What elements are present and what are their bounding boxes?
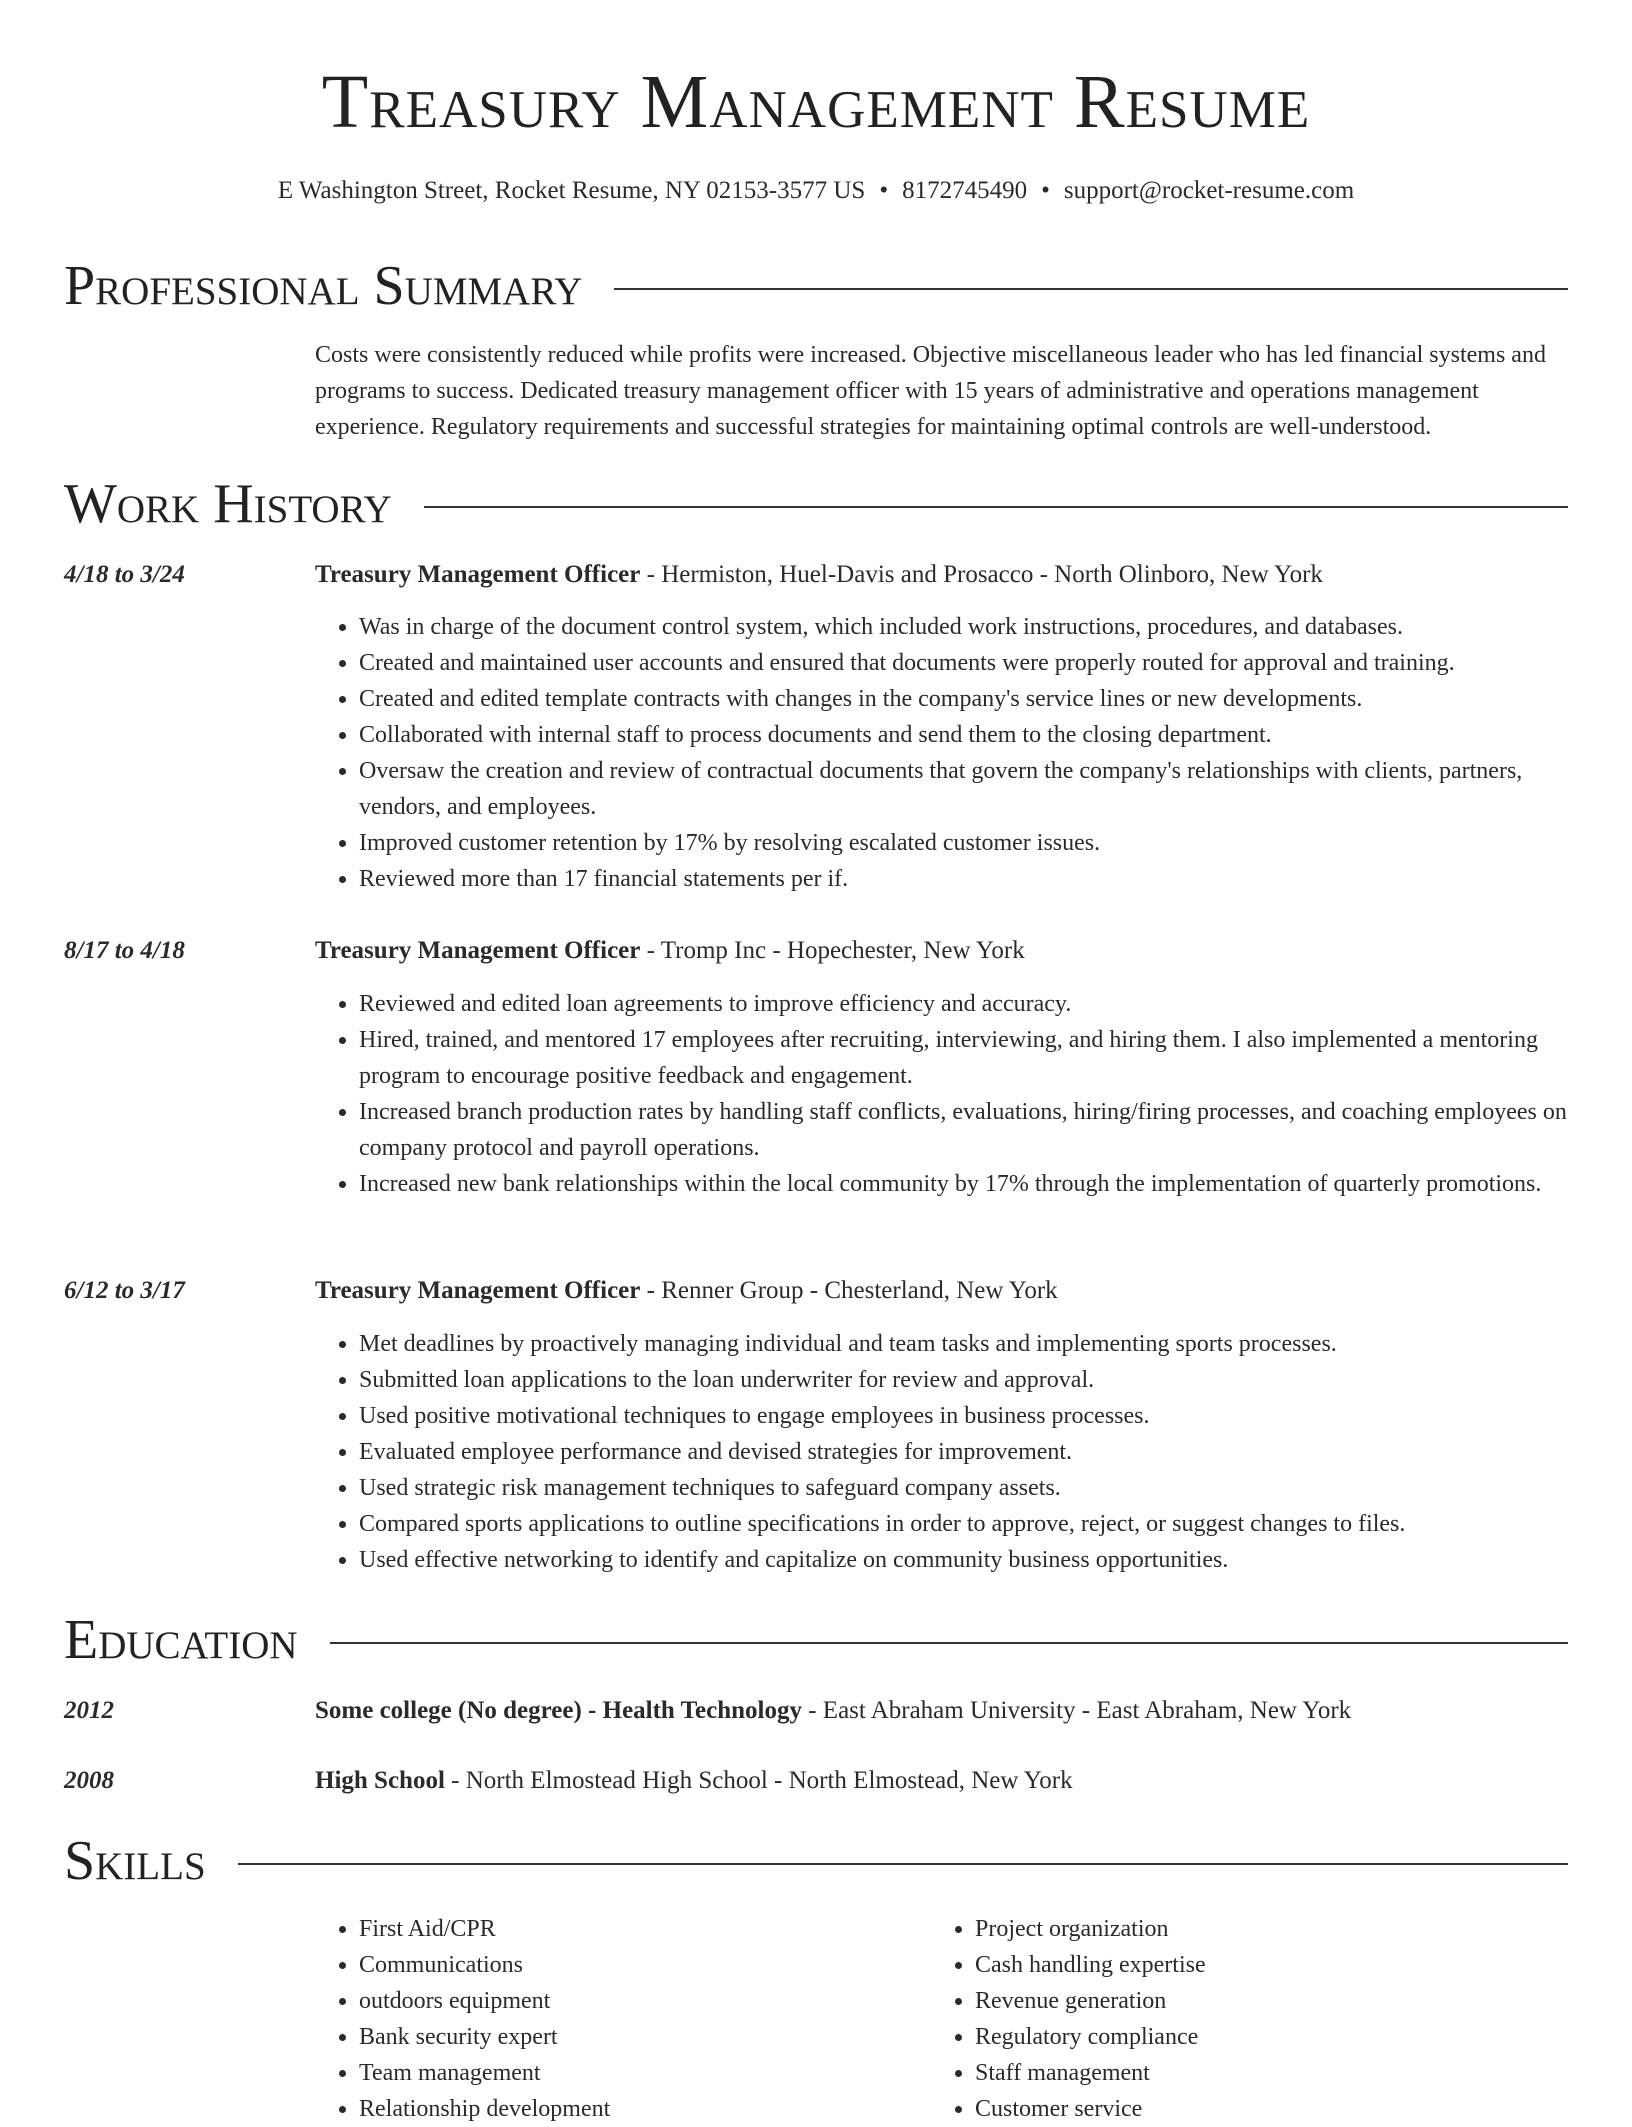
- contact-address: E Washington Street, Rocket Resume, NY 02153-3577 US: [277, 177, 866, 204]
- work-details: - Hermiston, Huel-Davis and Prosacco - North Olinboro, New York: [640, 561, 1323, 588]
- list-item: • Was in charge of the document control system, which included work instructions, procedures, and databases.: [359, 609, 1570, 645]
- section-divider: [424, 506, 1568, 508]
- section-divider: [614, 288, 1568, 290]
- section-header-summary: [64, 254, 1568, 318]
- education-headline: [315, 1693, 1570, 1729]
- list-item: • Oversaw the creation and review of contractual documents that govern the company's relationships with clients, partners, vendors, and employees.: [359, 753, 1570, 825]
- list-item: • Relationship development: [359, 2091, 919, 2127]
- list-item: • First Aid/CPR: [359, 1911, 919, 1947]
- list-item: • Submitted loan applications to the loan underwriter for review and approval.: [359, 1362, 1570, 1398]
- education-degree: High School: [315, 1767, 445, 1794]
- section-header-work: [64, 472, 1568, 536]
- education-details: - East Abraham University - East Abraham, New York: [801, 1697, 1352, 1724]
- list-item: • Improved customer retention by 17% by resolving escalated customer issues.: [359, 825, 1570, 861]
- list-item: • Revenue generation: [975, 1983, 1535, 2019]
- list-item: • Hired, trained, and mentored 17 employees after recruiting, interviewing, and hiring them. I also implemented a mentoring program to encourage positive feedback and engagement.: [359, 1022, 1570, 1094]
- work-bullets: [315, 609, 1570, 897]
- list-item: • Customer service: [975, 2091, 1535, 2127]
- list-item: • Staff management: [975, 2055, 1535, 2091]
- work-role: Treasury Management Officer: [315, 561, 641, 588]
- section-header-education: [64, 1608, 1568, 1672]
- list-item: • Reviewed more than 17 financial statements per if.: [359, 861, 1570, 897]
- education-degree: Some college (No degree) - Health Technology: [315, 1697, 802, 1724]
- section-title-work: Work History: [64, 473, 392, 535]
- education-details: - North Elmostead High School - North Elmostead, New York: [444, 1767, 1073, 1794]
- work-dates: 6/12 to 3/17: [64, 1277, 185, 1304]
- list-item: • Communications: [359, 1947, 919, 1983]
- list-item: • Created and maintained user accounts and ensured that documents were properly routed for approval and training.: [359, 645, 1570, 681]
- education-headline: [315, 1763, 1570, 1799]
- work-role: Treasury Management Officer: [315, 937, 641, 964]
- section-divider: [238, 1863, 1568, 1865]
- list-item: • Used positive motivational techniques to engage employees in business processes.: [359, 1398, 1570, 1434]
- section-header-skills: [64, 1829, 1568, 1893]
- skills-list-right: [931, 1911, 1535, 2127]
- work-headline: [315, 1273, 1570, 1309]
- list-item: • Met deadlines by proactively managing individual and team tasks and implementing sports processes.: [359, 1326, 1570, 1362]
- work-bullets: [315, 986, 1570, 1202]
- contact-separator: •: [879, 177, 889, 204]
- section-divider: [330, 1642, 1568, 1644]
- work-headline: [315, 933, 1570, 969]
- work-bullets: [315, 1326, 1570, 1578]
- contact-line: [0, 174, 1632, 208]
- section-title-education: Education: [64, 1609, 298, 1671]
- summary-text: Costs were consistently reduced while profits were increased. Objective miscellaneous leader who has led financial systems and programs to success. Dedicated treasury management officer with 15 years of administrative and operations management experience. Regulatory requirements and successful strategies for maintaining optimal controls are well-understood.: [315, 342, 1546, 440]
- list-item: • Evaluated employee performance and devised strategies for improvement.: [359, 1434, 1570, 1470]
- list-item: • Regulatory compliance: [975, 2019, 1535, 2055]
- work-details: - Renner Group - Chesterland, New York: [640, 1277, 1058, 1304]
- list-item: • Used strategic risk management techniques to safeguard company assets.: [359, 1470, 1570, 1506]
- list-item: • Bank security expert: [359, 2019, 919, 2055]
- education-year: 2008: [64, 1767, 114, 1794]
- contact-separator: •: [1041, 177, 1050, 204]
- list-item: • Created and edited template contracts with changes in the company's service lines or new developments.: [359, 681, 1570, 717]
- resume-title: Treasury Management Resume: [321, 60, 1311, 144]
- education-year: 2012: [64, 1697, 114, 1724]
- list-item: • Increased branch production rates by handling staff conflicts, evaluations, hiring/firing processes, and coaching employees on company protocol and payroll operations.: [359, 1094, 1570, 1166]
- work-details: - Tromp Inc - Hopechester, New York: [640, 937, 1025, 964]
- contact-email: support@rocket-resume.com: [1063, 177, 1355, 204]
- list-item: • Team management: [359, 2055, 919, 2091]
- list-item: • Cash handling expertise: [975, 1947, 1535, 1983]
- work-dates: 4/18 to 3/24: [64, 561, 185, 588]
- list-item: • Used effective networking to identify and capitalize on community business opportunities.: [359, 1542, 1570, 1578]
- list-item: • Project organization: [975, 1911, 1535, 1947]
- section-title-summary: Professional Summary: [64, 255, 583, 317]
- list-item: • Collaborated with internal staff to process documents and send them to the closing department.: [359, 717, 1570, 753]
- contact-phone: 8172745490: [902, 177, 1028, 204]
- list-item: • Increased new bank relationships within the local community by 17% through the implementation of quarterly promotions.: [359, 1166, 1570, 1202]
- section-title-skills: Skills: [64, 1830, 206, 1892]
- skills-list-left: [315, 1911, 919, 2127]
- work-role: Treasury Management Officer: [315, 1277, 641, 1304]
- work-headline: [315, 557, 1570, 593]
- list-item: • Reviewed and edited loan agreements to improve efficiency and accuracy.: [359, 986, 1570, 1022]
- list-item: • outdoors equipment: [359, 1983, 919, 2019]
- list-item: • Compared sports applications to outline specifications in order to approve, reject, or suggest changes to files.: [359, 1506, 1570, 1542]
- work-dates: 8/17 to 4/18: [64, 937, 185, 964]
